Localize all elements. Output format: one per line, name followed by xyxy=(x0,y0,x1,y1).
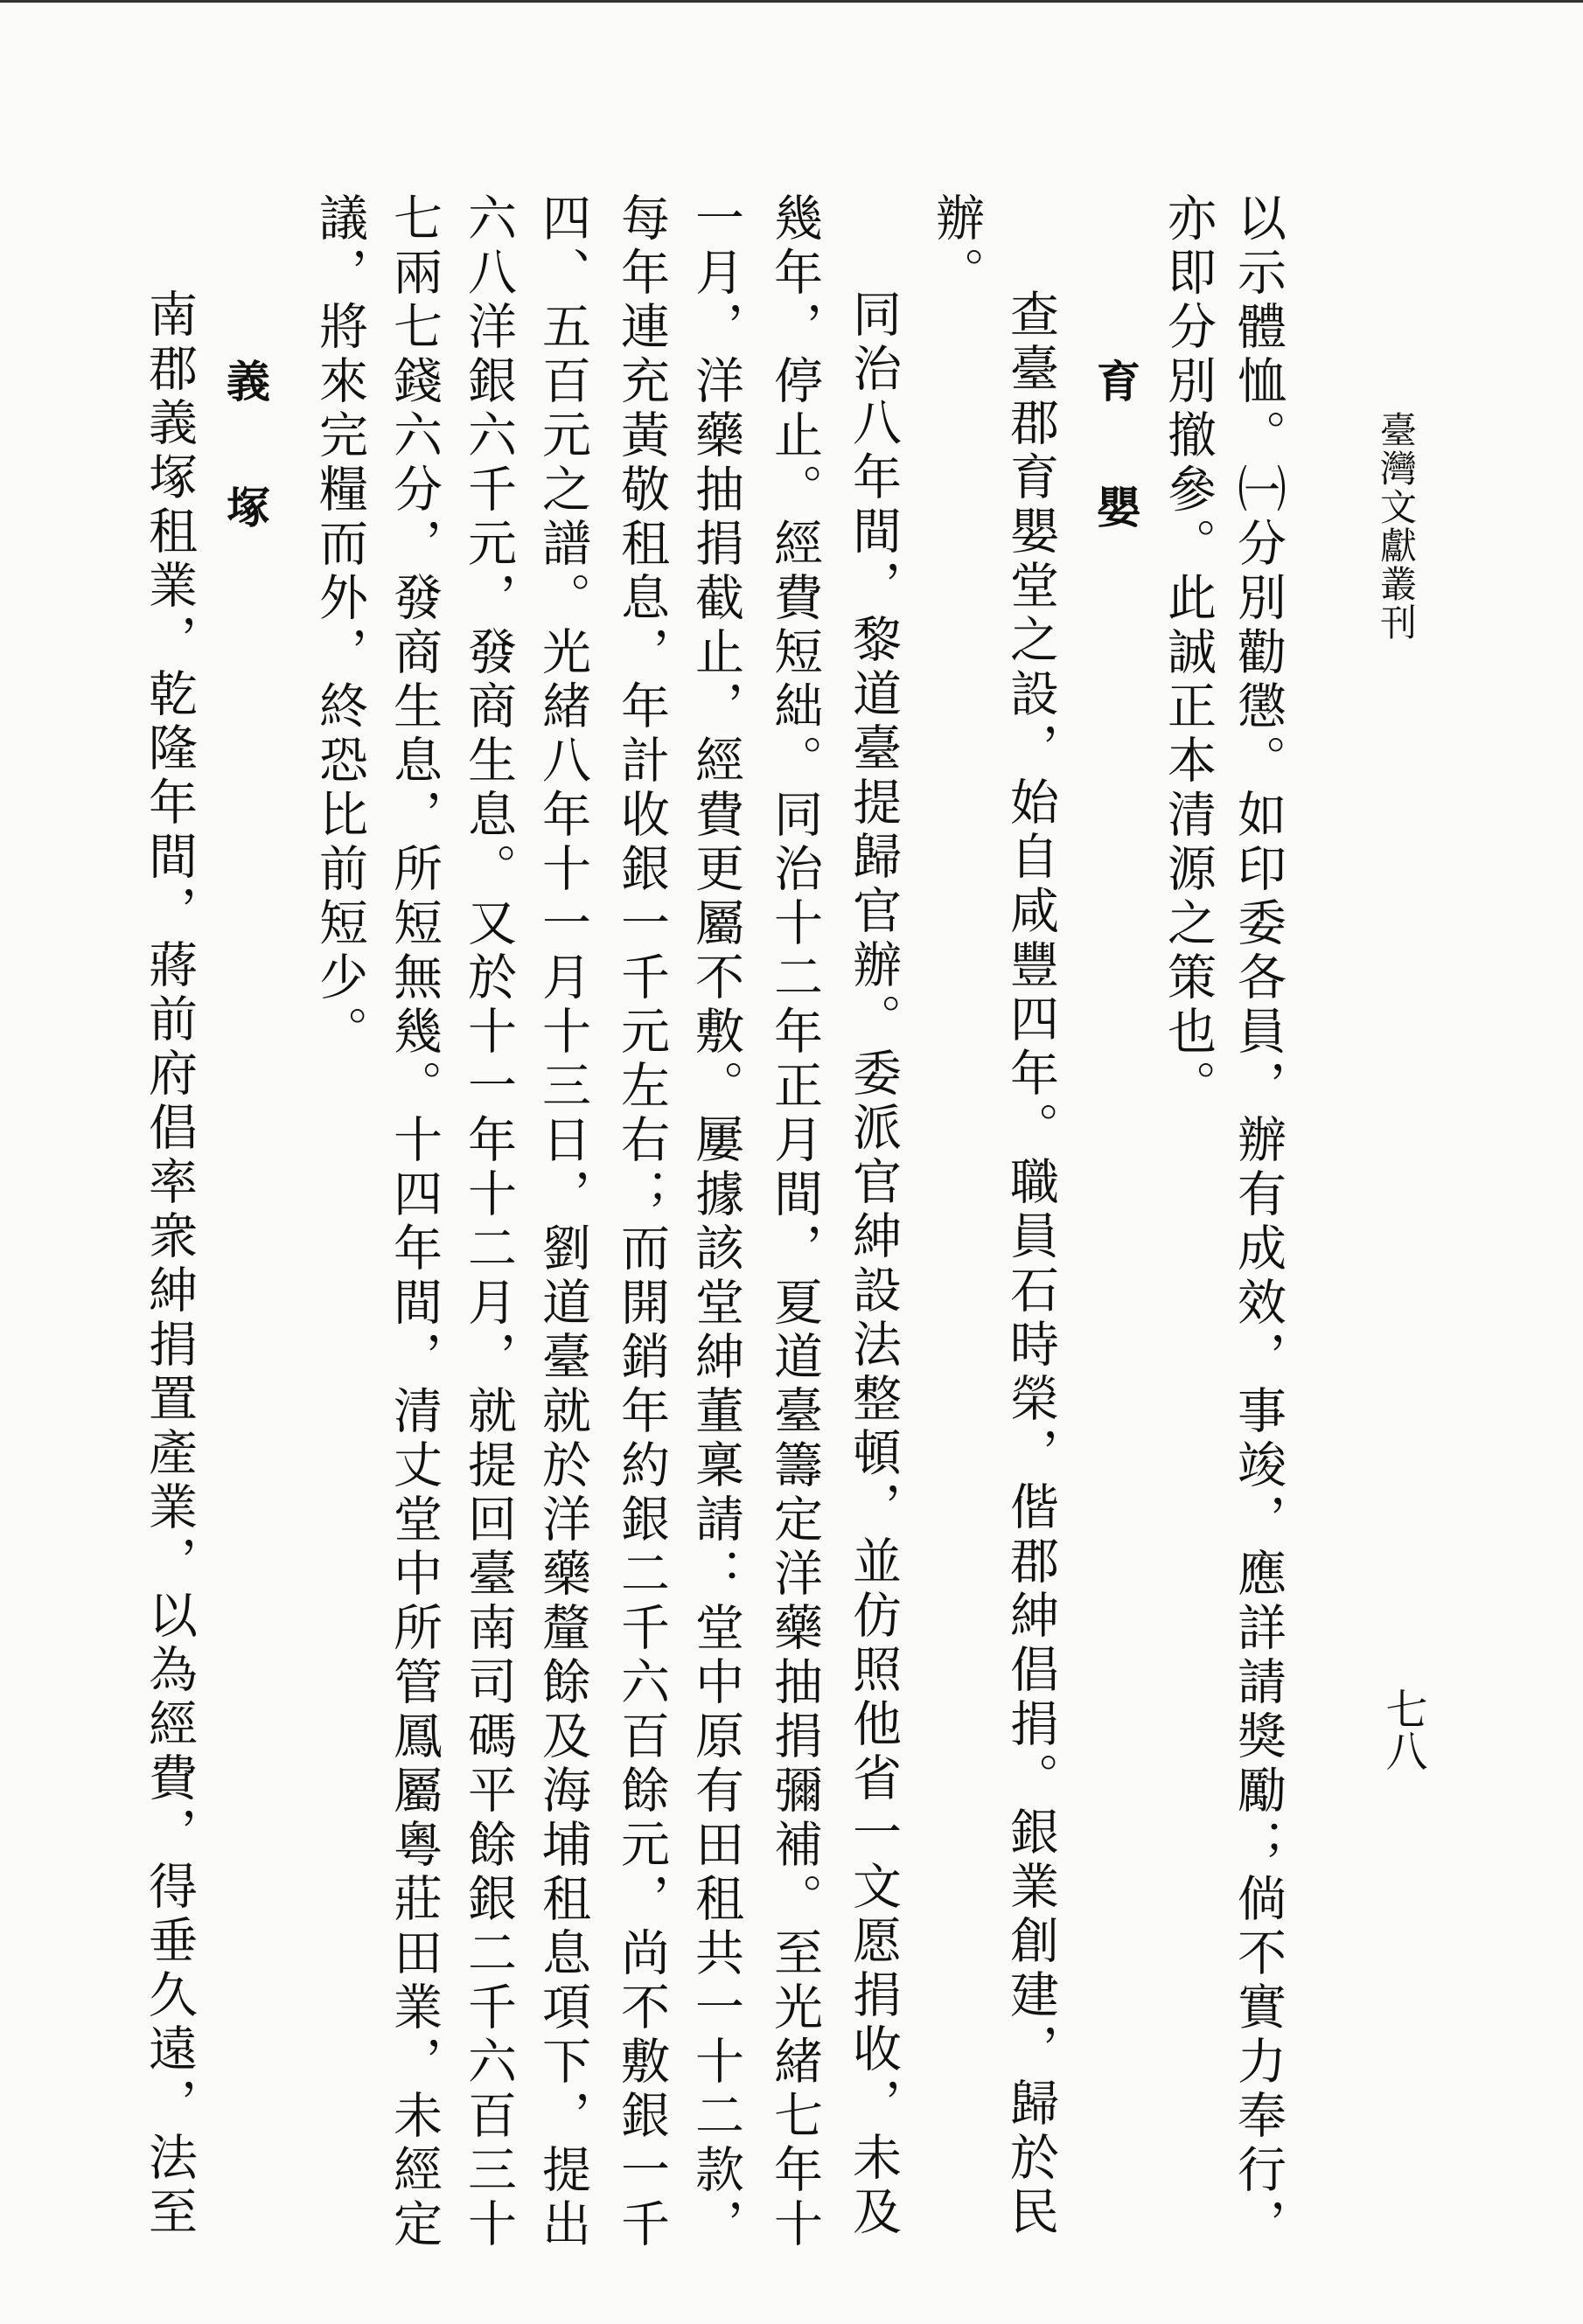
text-column-9: 四、五百元之譜。光緒八年十一月十三日，劉道臺就於洋藥釐餘及海埔租息項下，提出 xyxy=(534,192,591,2252)
text-column-6: 幾年，停止。經費短絀。同治十二年正月間，夏道臺籌定洋藥抽捐彌補。至光緒七年十 xyxy=(766,192,823,2252)
running-header-title: 臺灣文獻叢刊 xyxy=(1375,411,1418,642)
text-column-3: 查臺郡育嬰堂之設，始自咸豐四年。職員石時榮，偕郡紳倡捐。銀業創建，歸於民 xyxy=(1002,289,1059,2240)
top-border-line xyxy=(0,0,1583,3)
text-column-12: 議，將來完糧而外，終恐比前短少。 xyxy=(311,192,368,1060)
text-column-11: 七兩七錢六分，發商生息，所短無幾。十四年間，清丈堂中所管鳳屬粵莊田業，未經定 xyxy=(386,192,443,2252)
text-column-2: 亦即分別撤參。此誠正本清源之策也。 xyxy=(1160,192,1217,1114)
text-column-8: 每年連充黃敬租息，年計收銀一千元左右；而開銷年約銀二千六百餘元，尚不敷銀一千 xyxy=(613,192,670,2252)
text-column-13: 南郡義塚租業，乾隆年間，蔣前府倡率衆紳捐置產業，以為經費，得垂久遠，法至 xyxy=(141,289,198,2240)
text-column-10: 六八洋銀六千元，發商生息。又於十一年十二月，就提回臺南司碼平餘銀二千六百三十 xyxy=(460,192,517,2252)
text-column-5: 同治八年間，黎道臺提歸官辦。委派官紳設法整頓，並仿照他省一文愿捐收，未及 xyxy=(845,289,902,2240)
section-heading-yuying: 育 嬰 xyxy=(1090,358,1141,547)
text-column-1: 以示體恤。㈠分別勸懲。如印委各員，辦有成效，事竣，應詳請獎勵；倘不實力奉行， xyxy=(1230,192,1287,2252)
text-column-4: 辦。 xyxy=(928,192,985,301)
text-column-7: 一月，洋藥抽捐截止，經費更屬不敷。屢據該堂紳董稟請：堂中原有田租共一十二款， xyxy=(687,192,744,2252)
page-number: 七八 xyxy=(1378,1687,1427,1771)
section-heading-yizhong: 義 塚 xyxy=(220,358,271,547)
